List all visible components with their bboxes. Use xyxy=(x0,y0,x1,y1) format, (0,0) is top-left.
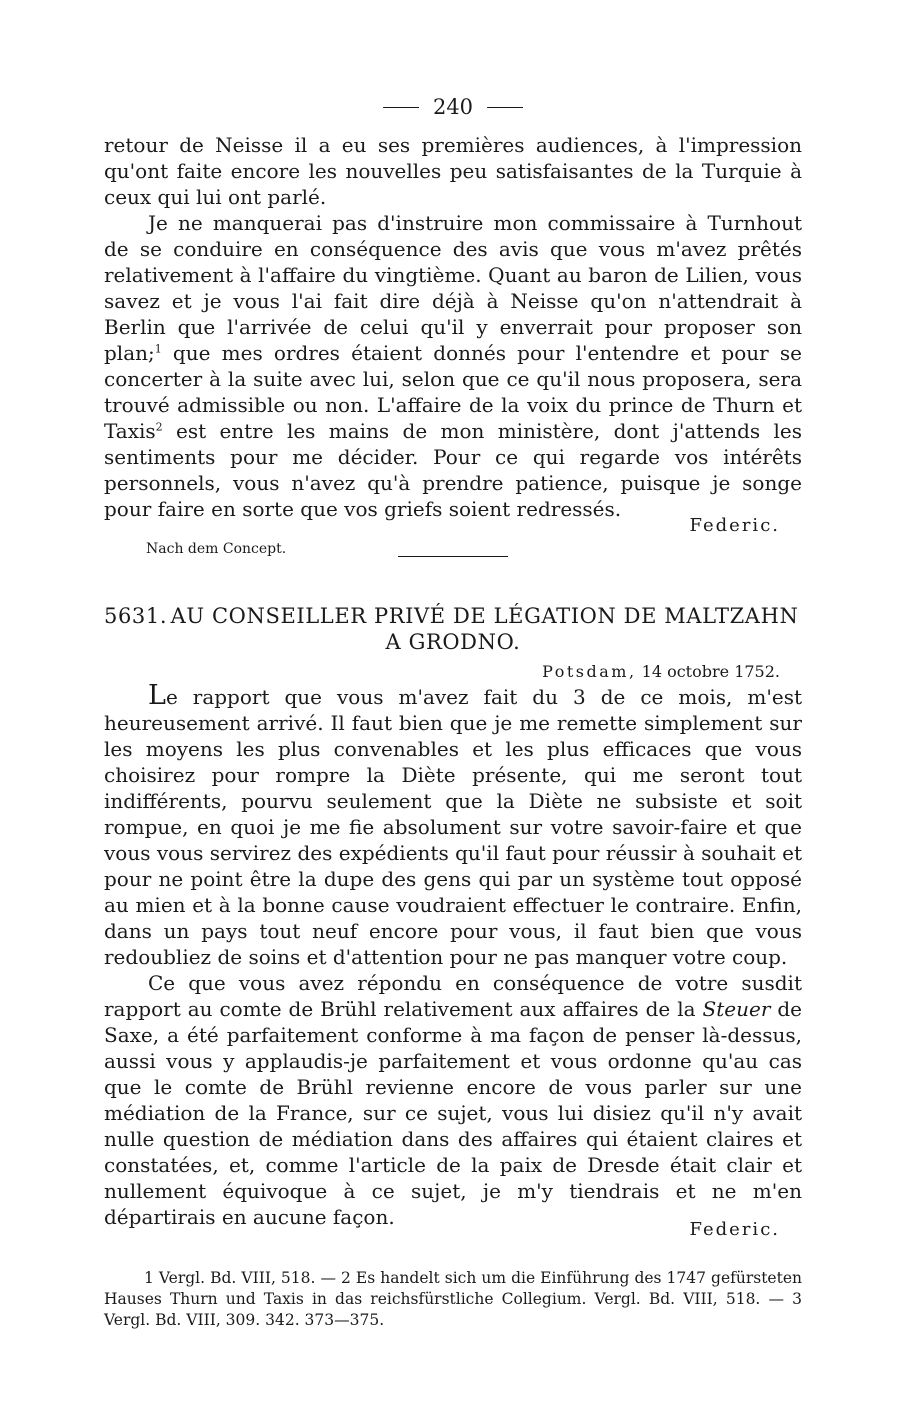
page-number: 240 xyxy=(432,95,474,119)
letter-paragraph-1 xyxy=(104,680,802,970)
letter-title: AU CONSEILLER PRIVÉ DE LÉGATION DE MALTZAHN A GRODNO. xyxy=(170,604,799,654)
paragraph-part: est entre les mains de mon ministère, dont j'attends les sentiments pour me décider. Pour ce qui regarde vos intérêts personnels, vous n'avez qu'à prendre patience, puisque je songe pour faire en sorte que vos griefs soient redressés. xyxy=(104,419,802,521)
drop-cap: L xyxy=(148,680,166,711)
signature: Federic. xyxy=(689,1219,780,1240)
dateline-date: 14 octobre 1752. xyxy=(641,662,780,681)
footnote-ref-2: 2 xyxy=(155,420,163,434)
header-rule-left xyxy=(383,107,419,108)
paragraph-continued: retour de Neisse il a eu ses premières audiences, à l'impression qu'ont faite encore les nouvelles peu satisfaisantes de la Turquie à ceux qui lui ont parlé. xyxy=(104,133,802,209)
section-divider xyxy=(398,556,508,557)
paragraph-part: e rapport que vous m'avez fait du 3 de ce mois, m'est heureusement arrivé. Il faut bien que je me remette simplement sur les moyens les plus convenables et les plus efficaces que vous choisirez pour rompre la Diète présente, qui me seront tout indifférents, pourvu seulement que la Diète ne subsiste et soit rompue, en quoi je me fie absolument sur votre savoir-faire et que vous vous servirez des expédients qu'il faut pour réussir à souhait et pour ne point être la dupe des gens qui par un système tout opposé au mien et à la bonne cause voudraient effectuer le contraire. Enfin, dans un pays tout neuf encore pour vous, il faut bien que vous redoubliez de soins et d'attention pour ne pas manquer votre coup. xyxy=(104,685,802,969)
footnote-ref-1: 1 xyxy=(154,342,162,356)
italic-term: Steuer xyxy=(702,997,771,1021)
letter-number: 5631. xyxy=(104,604,168,628)
letter-heading xyxy=(104,603,802,655)
footnote-text: 1 Vergl. Bd. VIII, 518. — 2 Es handelt sich um die Einführung des 1747 gefürsteten Hauses Thurn und Taxis in das reichsfürstliche Collegium. Vergl. Bd. VIII, 518. — 3 Vergl. Bd. VIII, 309. 342. 373—375. xyxy=(104,1269,802,1329)
source-note: Nach dem Concept. xyxy=(146,541,287,557)
paragraph-part: de Saxe, a été parfaitement conforme à ma façon de penser là-dessus, aussi vous y applaudis-je parfaitement et vous ordonne qu'au cas que le comte de Brühl revienne encore de vous parler sur une médiation de la France, sur ce sujet, vous lui disiez qu'il n'y avait nulle question de médiation dans des affaires qui étaient claires et constatées, et, comme l'article de la paix de Dresde était clair et nullement équivoque à ce sujet, je m'y tiendrais et ne m'en départirais en aucune façon. xyxy=(104,997,802,1229)
paragraph-commissaire xyxy=(104,210,802,522)
signature: Federic. xyxy=(689,515,780,536)
footnotes xyxy=(104,1268,802,1331)
header-rule-right xyxy=(487,107,523,108)
letter-paragraph-2 xyxy=(104,970,802,1230)
paragraph-part: Ce que vous avez répondu en conséquence de votre susdit rapport au comte de Brühl relativement aux affaires de la xyxy=(104,971,802,1021)
dateline xyxy=(104,661,802,683)
document-page xyxy=(104,92,802,1331)
page-header xyxy=(104,92,802,122)
dateline-place: Potsdam, xyxy=(542,662,637,681)
paragraph-part: Je ne manquerai pas d'instruire mon commissaire à Turnhout de se conduire en conséquence des avis que vous m'avez prêtés relativement à l'affaire du vingtième. Quant au baron de Lilien, vous savez et je vous l'ai fait dire déjà à Neisse qu'on n'attendrait à Berlin que l'arrivée de celui qu'il y enverrait pour proposer son plan; xyxy=(104,211,802,365)
paragraph-part: que mes ordres étaient donnés pour l'entendre et pour se concerter à la suite avec lui, selon que ce qu'il nous proposera, sera trouvé admissible ou non. L'affaire de la voix du prince de Thurn et Taxis xyxy=(104,341,802,443)
